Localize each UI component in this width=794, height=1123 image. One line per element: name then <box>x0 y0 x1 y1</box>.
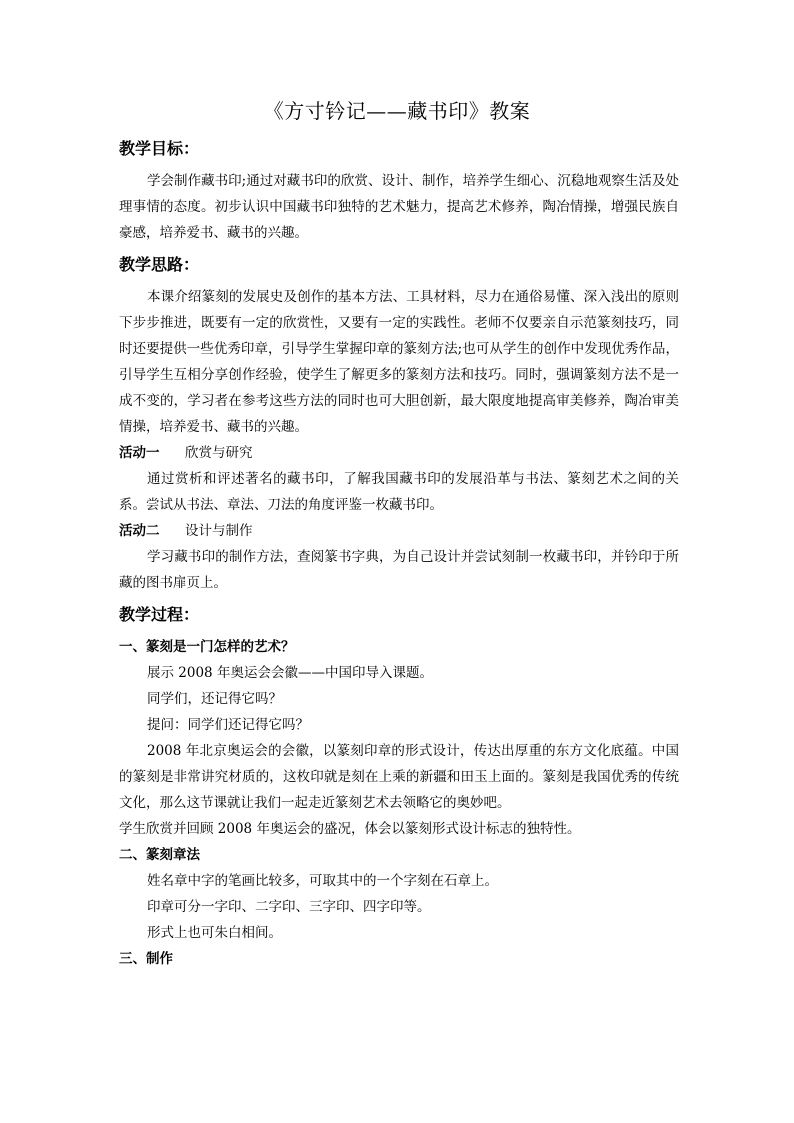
part-2-line-1: 姓名章中字的笔画比较多，可取其中的一个字刻在石章上。 <box>147 873 498 889</box>
activity-1-paragraph: 通过赏析和评述著名的藏书印，了解我国藏书印的发展沿革与书法、篆刻艺术之间的关系。尝试从书法、章法、刀法的角度评鉴一枚藏书印。 <box>119 471 679 513</box>
goals-paragraph: 学会制作藏书印;通过对藏书印的欣赏、设计、制作，培养学生细心、沉稳地观察生活及处理事情的态度。初步认识中国藏书印独特的艺术魅力，提高艺术修养，陶冶情操，增强民族自豪感，培养爱书、藏书的兴趣。 <box>119 173 679 241</box>
activity-1-label: 活动一 <box>119 445 160 461</box>
approach-paragraph: 本课介绍篆刻的发展史及创作的基本方法、工具材料，尽力在通俗易懂、深入浅出的原则下步步推进，既要有一定的欣赏性，又要有一定的实践性。老师不仅要亲自示范篆刻技巧，同时还要提供一些优秀印章，引导学生掌握印章的篆刻方法;也可从学生的创作中发现优秀作品，引导学生互相分享创作经验，使学生了解更多的篆刻方法和技巧。同时，强调篆刻方法不是一成不变的，学习者在参考这些方法的同时也可大胆创新，最大限度地提高审美修养，陶冶审美情操，培养爱书、藏书的兴趣。 <box>119 289 679 435</box>
activity-2-label: 活动二 <box>119 523 160 539</box>
part-2-line-2: 印章可分一字印、二字印、三字印、四字印等。 <box>147 899 431 915</box>
document-body <box>119 134 679 972</box>
goals-heading: 教学目标： <box>119 139 200 158</box>
part-1-paragraph: 2008 年北京奥运会的会徽，以篆刻印章的形式设计，传达出厚重的东方文化底蕴。中国的篆刻是非常讲究材质的，这枚印就是刻在上乘的新疆和田玉上面的。篆刻是我国优秀的传统文化，那么这节课就让我们一起走近篆刻艺术去领略它的奥妙吧。 <box>119 743 679 811</box>
part-1-line-2: 同学们，还记得它吗？ <box>147 691 282 707</box>
part-2-heading: 二、篆刻章法 <box>119 847 200 863</box>
activity-2-paragraph: 学习藏书印的制作方法，查阅篆书字典，为自己设计并尝试刻制一枚藏书印，并钤印于所藏的图书扉页上。 <box>119 549 679 591</box>
activity-2-name: 设计与制作 <box>185 523 253 539</box>
part-1-line-4: 学生欣赏并回顾 2008 年奥运会的盛况，体会以篆刻形式设计标志的独特性。 <box>119 821 581 837</box>
approach-heading: 教学思路： <box>119 255 200 274</box>
part-3-heading: 三、制作 <box>119 951 173 967</box>
part-1-line-3: 提问：同学们还记得它吗？ <box>147 717 309 733</box>
document-title: 《方寸钤记——藏书印》教案 <box>263 99 531 123</box>
activity-1-heading <box>119 440 679 466</box>
activity-2-heading <box>119 518 679 544</box>
process-heading: 教学过程： <box>119 605 200 624</box>
part-2-line-3: 形式上也可朱白相间。 <box>147 925 282 941</box>
part-1-line-1: 展示 2008 年奥运会会徽——中国印导入课题。 <box>147 665 433 681</box>
activity-1-name: 欣赏与研究 <box>185 445 253 461</box>
part-1-heading: 一、篆刻是一门怎样的艺术？ <box>119 639 295 655</box>
